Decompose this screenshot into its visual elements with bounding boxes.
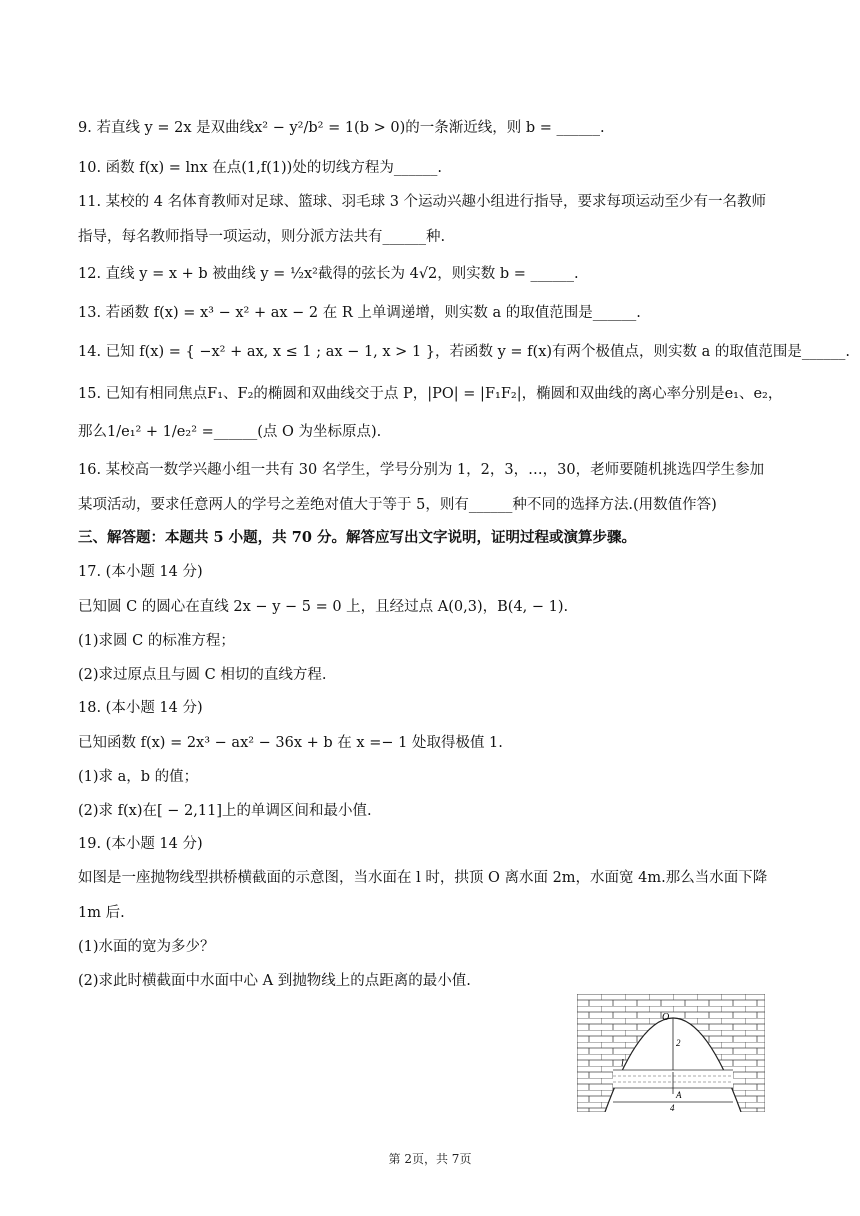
question-9: 9. 若直线 y = 2x 是双曲线x² − y²/b² = 1(b > 0)的一条渐近线，则 b = ______. <box>78 120 605 136</box>
question-19-part-2: (2)求此时横截面中水面中心 A 到抛物线上的点距离的最小值. <box>78 973 471 989</box>
question-18-part-1: (1)求 a，b 的值； <box>78 769 199 785</box>
question-17-header: 17. (本小题 14 分) <box>78 564 203 580</box>
label-o: O <box>662 1012 670 1023</box>
question-17-part-2: (2)求过原点且与圆 C 相切的直线方程. <box>78 667 327 683</box>
label-4: 4 <box>670 1103 675 1112</box>
question-18-part-2: (2)求 f(x)在[ − 2,11]上的单调区间和最小值. <box>78 803 372 819</box>
question-11-line-1: 11. 某校的 4 名体育教师对足球、篮球、羽毛球 3 个运动兴趣小组进行指导，要求每项运动至少有一名教师 <box>78 194 767 210</box>
question-12: 12. 直线 y = x + b 被曲线 y = ½x²截得的弦长为 4√2，则实数 b = ______. <box>78 266 579 282</box>
arch-bridge-figure <box>577 994 765 1112</box>
label-2: 2 <box>676 1038 681 1048</box>
page-footer: 第 2页，共 7页 <box>388 1152 472 1166</box>
question-18-stem: 已知函数 f(x) = 2x³ − ax² − 36x + b 在 x =− 1 处取得极值 1. <box>78 735 503 751</box>
question-14: 14. 已知 f(x) = { −x² + ax, x ≤ 1 ; ax − 1, x > 1 }，若函数 y = f(x)有两个极值点，则实数 a 的取值范围是______. <box>78 344 850 360</box>
label-l: l <box>621 1058 624 1069</box>
question-15-line-2: 那么1/e₁² + 1/e₂² =______(点 O 为坐标原点). <box>78 424 382 440</box>
question-10: 10. 函数 f(x) = lnx 在点(1,f(1))处的切线方程为______. <box>78 160 442 176</box>
question-19-stem-line-1: 如图是一座抛物线型拱桥横截面的示意图，当水面在 l 时，拱顶 O 离水面 2m，水面宽 4m.那么当水面下降 <box>78 870 768 886</box>
question-13: 13. 若函数 f(x) = x³ − x² + ax − 2 在 R 上单调递增，则实数 a 的取值范围是______. <box>78 305 641 321</box>
question-11-line-2: 指导，每名教师指导一项运动，则分派方法共有______种. <box>78 229 446 245</box>
question-17-part-1: (1)求圆 C 的标准方程； <box>78 633 235 649</box>
question-15-line-1: 15. 已知有相同焦点F₁、F₂的椭圆和双曲线交于点 P，|PO| = |F₁F₂|，椭圆和双曲线的离心率分别是e₁、e₂， <box>78 386 783 402</box>
question-19-header: 19. (本小题 14 分) <box>78 836 203 852</box>
question-18-header: 18. (本小题 14 分) <box>78 700 203 716</box>
question-16-line-1: 16. 某校高一数学兴趣小组一共有 30 名学生，学号分别为 1，2，3，…，30，老师要随机挑选四学生参加 <box>78 462 765 478</box>
section-heading: 三、解答题：本题共 5 小题，共 70 分。解答应写出文字说明，证明过程或演算步骤。 <box>78 529 636 546</box>
question-19-stem-line-2: 1m 后. <box>78 905 125 921</box>
question-19-part-1: (1)水面的宽为多少？ <box>78 939 215 955</box>
brick-wall <box>577 994 765 1112</box>
question-17-stem: 已知圆 C 的圆心在直线 2x − y − 5 = 0 上，且经过点 A(0,3)，B(4, − 1). <box>78 599 569 615</box>
question-16-line-2: 某项活动，要求任意两人的学号之差绝对值大于等于 5，则有______种不同的选择方法.(用数值作答) <box>78 497 717 513</box>
label-a: A <box>676 1090 682 1100</box>
